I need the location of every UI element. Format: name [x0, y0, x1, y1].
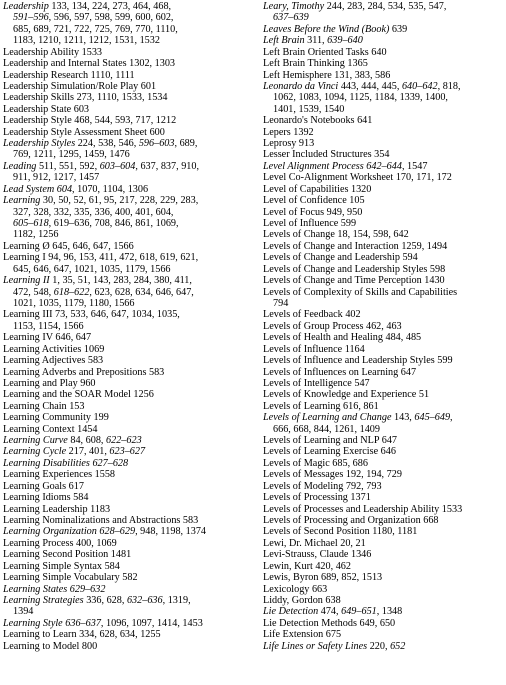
index-entry: Learning Strategies 336, 628, 632–636, 1319,: [3, 594, 191, 606]
index-entry-continuation: 1182, 1256: [13, 229, 59, 241]
index-entry: Learning and the SOAR Model 1256: [3, 389, 154, 401]
index-entry: Learning Simple Vocabulary 582: [3, 572, 138, 584]
index-entry: Levels of Change and Interaction 1259, 1494: [263, 240, 448, 252]
index-entry: Learning I 94, 96, 153, 411, 472, 618, 619, 621,: [3, 252, 199, 264]
index-entry: Liddy, Gordon 638: [263, 594, 341, 606]
index-entry-continuation: 1153, 1154, 1566: [13, 320, 84, 332]
index-entry: Leadership and Internal States 1302, 1303: [3, 58, 176, 70]
index-entry: Levels of Learning Exercise 646: [263, 446, 396, 458]
index-entry: Learning Context 1454: [3, 423, 98, 435]
index-entry: Learning Leadership 1183: [3, 503, 111, 515]
index-entry: Levels of Influence 1164: [263, 343, 365, 355]
index-entry-continuation: 911, 912, 1217, 1457: [13, 172, 100, 184]
index-entry-continuation: 1394: [13, 606, 34, 618]
index-entry: Levels of Group Process 462, 463: [263, 320, 402, 332]
index-entry: Levels of Processes and Leadership Ability 1533: [263, 503, 463, 515]
index-entry: Lewis, Byron 689, 852, 1513: [263, 572, 383, 584]
index-entry: Levels of Processing and Organization 668: [263, 514, 439, 526]
index-entry: Learning Nominalizations and Abstractions 583: [3, 514, 199, 526]
index-column-right: [263, 1, 505, 652]
index-entry: Levels of Learning and NLP 647: [263, 435, 398, 447]
index-entry: Lie Detection 474, 649–651, 1348: [263, 606, 403, 618]
index-entry-continuation: 1401, 1539, 1540: [273, 103, 345, 115]
index-entry-continuation: 327, 328, 332, 335, 336, 400, 401, 604,: [13, 206, 174, 218]
index-entry-continuation: 1183, 1210, 1211, 1212, 1531, 1532: [13, 35, 160, 47]
index-entry: Leadership Ability 1533: [3, 46, 103, 58]
index-entry: Leaves Before the Wind (Book) 639: [263, 23, 408, 35]
index-entry: Leary, Timothy 244, 283, 284, 534, 535, 547,: [263, 1, 447, 12]
index-entry-continuation: 685, 689, 721, 722, 725, 769, 770, 1110,: [13, 23, 178, 35]
index-entry: Lepers 1392: [263, 126, 314, 138]
index-entry: Levels of Learning 616, 861: [263, 400, 379, 412]
index-entry: Learning IV 646, 647: [3, 332, 92, 344]
index-entry: Leonardo da Vinci 443, 444, 445, 640–642, 818,: [263, 80, 461, 92]
index-entry-continuation: 1062, 1083, 1094, 1125, 1184, 1339, 1400,: [273, 92, 448, 104]
index-entry: Levels of Knowledge and Experience 51: [263, 389, 430, 401]
index-entry: Learning to Learn 334, 628, 634, 1255: [3, 629, 161, 641]
index-entry-continuation: 645, 646, 647, 1021, 1035, 1179, 1566: [13, 263, 171, 275]
index-entry: Learning Idioms 584: [3, 492, 89, 504]
index-entry: Learning Experiences 1558: [3, 469, 116, 481]
index-entry: Learning 30, 50, 52, 61, 95, 217, 228, 229, 283,: [3, 195, 199, 207]
index-entry: Learning Community 199: [3, 412, 109, 424]
index-entry: Leadership Styles 224, 538, 546, 596–603, 689,: [3, 138, 198, 150]
index-entry: Learning Goals 617: [3, 480, 84, 492]
index-entry: Learning States 629–632: [3, 583, 106, 595]
index-entry: Leadership Style Assessment Sheet 600: [3, 126, 165, 138]
index-entry: Lewi, Dr. Michael 20, 21: [263, 537, 366, 549]
index-entry: Life Lines or Safety Lines 220, 652: [263, 640, 406, 652]
index-entry-continuation: 666, 668, 844, 1261, 1409: [273, 423, 380, 435]
index-entry: Lexicology 663: [263, 583, 328, 595]
index-entry-continuation: 1021, 1035, 1179, 1180, 1566: [13, 297, 135, 309]
index-entry: Learning Activities 1069: [3, 343, 105, 355]
index-entry-continuation: 637–639: [273, 12, 309, 24]
index-entry: Levels of Change 18, 154, 598, 642: [263, 229, 409, 241]
index-entry: Leading 511, 551, 592, 603–604, 637, 837, 910,: [3, 160, 200, 172]
index-entry: Levels of Health and Healing 484, 485: [263, 332, 422, 344]
index-entry: Level of Influence 599: [263, 218, 357, 230]
index-entry-continuation: 591–596, 596, 597, 598, 599, 600, 602,: [13, 12, 174, 24]
index-entry: Levels of Feedback 402: [263, 309, 361, 321]
index-entry: Leadership Simulation/Role Play 601: [3, 80, 157, 92]
index-entry: Lewin, Kurt 420, 462: [263, 560, 351, 572]
index-entry: Learning III 73, 533, 646, 647, 1034, 1035,: [3, 309, 180, 321]
index-entry: Levels of Messages 192, 194, 729: [263, 469, 402, 481]
index-entry: Learning Adjectives 583: [3, 355, 104, 367]
index-column-left: [3, 1, 255, 652]
index-entry: Levels of Modeling 792, 793: [263, 480, 382, 492]
index-entry: Learning Ø 645, 646, 647, 1566: [3, 240, 134, 252]
index-entry: Leadership Skills 273, 1110, 1533, 1534: [3, 92, 168, 104]
index-entry: Level Co-Alignment Worksheet 170, 171, 172: [263, 172, 452, 184]
index-entry: Left Brain Oriented Tasks 640: [263, 46, 387, 58]
index-entry: Learning to Model 800: [3, 640, 98, 652]
index-entry-continuation: 794: [273, 297, 289, 309]
index-entry: Levi-Strauss, Claude 1346: [263, 549, 372, 561]
index-entry: Levels of Change and Leadership 594: [263, 252, 418, 264]
index-entry: Level of Confidence 105: [263, 195, 365, 207]
index-entry: Leprosy 913: [263, 138, 315, 150]
index-entry: Levels of Second Position 1180, 1181: [263, 526, 418, 538]
index-entry: Level of Focus 949, 950: [263, 206, 363, 218]
index-entry: Levels of Influences on Learning 647: [263, 366, 417, 378]
index-entry: Learning Chain 153: [3, 400, 85, 412]
index-entry: Learning Curve 84, 608, 622–623: [3, 435, 142, 447]
index-entry-continuation: 472, 548, 618–622, 623, 628, 634, 646, 647,: [13, 286, 194, 298]
index-entry: Learning Process 400, 1069: [3, 537, 117, 549]
index-entry: Levels of Complexity of Skills and Capabilities: [263, 286, 458, 298]
index-entry: Learning Disabilities 627–628: [3, 457, 129, 469]
index-entry: Left Hemisphere 131, 383, 586: [263, 69, 391, 81]
index-entry: Leadership Research 1110, 1111: [3, 69, 135, 81]
index-entry: Levels of Magic 685, 686: [263, 457, 368, 469]
index-entry: Learning Simple Syntax 584: [3, 560, 120, 572]
index-entry: Learning Cycle 217, 401, 623–627: [3, 446, 146, 458]
index-entry: Leonardo's Notebooks 641: [263, 115, 373, 127]
index-entry: Levels of Change and Leadership Styles 598: [263, 263, 446, 275]
index-entry: Leadership Style 468, 544, 593, 717, 1212: [3, 115, 177, 127]
index-entry: Learning Style 636–637, 1096, 1097, 1414, 1453: [3, 617, 203, 629]
index-entry: Level of Capabilities 1320: [263, 183, 372, 195]
index-entry: Leadership State 603: [3, 103, 90, 115]
index-entry: Learning and Play 960: [3, 377, 96, 389]
index-entry: Lie Detection Methods 649, 650: [263, 617, 396, 629]
index-entry: Life Extension 675: [263, 629, 342, 641]
index-entry: Lead System 604, 1070, 1104, 1306: [3, 183, 149, 195]
index-entry: Left Brain 311, 639–640: [263, 35, 363, 47]
index-entry: Learning Organization 628–629, 948, 1198, 1374: [3, 526, 207, 538]
index-entry: Levels of Change and Time Perception 1430: [263, 275, 445, 287]
index-entry-continuation: 605–618, 619–636, 708, 846, 861, 1069,: [13, 218, 179, 230]
index-entry: Leadership 133, 134, 224, 273, 464, 468,: [3, 1, 172, 12]
index-entry: Levels of Processing 1371: [263, 492, 371, 504]
index-entry: Left Brain Thinking 1365: [263, 58, 368, 70]
index-entry: Level Alignment Process 642–644, 1547: [263, 160, 428, 172]
index-entry: Levels of Influence and Leadership Styles 599: [263, 355, 453, 367]
index-entry: Levels of Learning and Change 143, 645–649,: [263, 412, 453, 424]
index-entry: Learning II 1, 35, 51, 143, 283, 284, 380, 411,: [3, 275, 192, 287]
index-entry: Lesser Included Structures 354: [263, 149, 390, 161]
index-entry-continuation: 769, 1211, 1295, 1459, 1476: [13, 149, 130, 161]
index-entry: Learning Adverbs and Prepositions 583: [3, 366, 165, 378]
index-entry: Levels of Intelligence 547: [263, 377, 370, 389]
index-entry: Learning Second Position 1481: [3, 549, 132, 561]
